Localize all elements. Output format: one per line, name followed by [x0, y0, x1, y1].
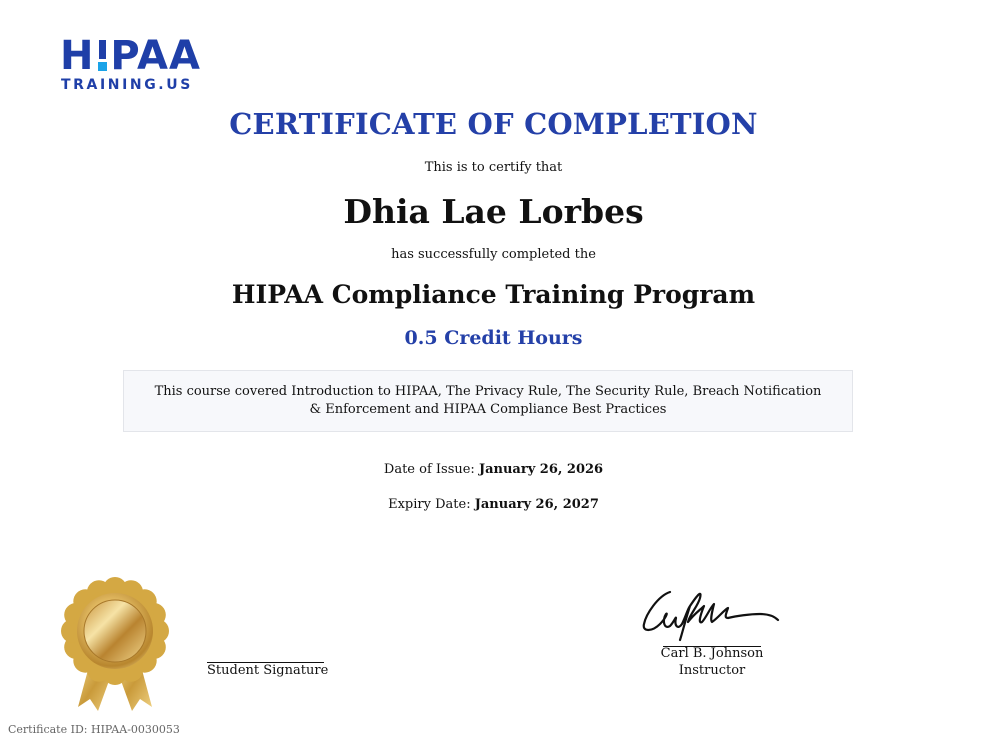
seal-inner-disc — [84, 600, 146, 662]
instructor-signature-graphic — [640, 584, 785, 644]
recipient-name: Dhia Lae Lorbes — [343, 192, 644, 231]
course-description: This course covered Introduction to HIPAA, The Privacy Rule, The Security Rule, Breach Notification & Enforcement and HIPAA Compliance Best Practices — [154, 384, 822, 417]
certify-text: This is to certify that — [424, 160, 563, 175]
logo-letter-h: H — [60, 33, 95, 79]
logo-subtitle: TRAINING.US — [61, 77, 193, 93]
certificate-title: CERTIFICATE OF COMPLETION — [229, 107, 758, 141]
logo-wordmark — [60, 33, 201, 79]
expiry-label: Expiry Date: — [388, 497, 475, 512]
logo-dot — [98, 62, 107, 71]
logo-letter-i — [94, 36, 110, 76]
logo-i-stem — [99, 40, 106, 59]
instructor-name: Carl B. Johnson — [660, 646, 764, 661]
issue-label: Date of Issue: — [383, 462, 479, 477]
gold-award-seal-icon — [54, 575, 176, 715]
credit-hours: 0.5 Credit Hours — [404, 327, 583, 349]
issue-date-line — [0, 461, 987, 479]
instructor-role: Instructor — [678, 663, 746, 678]
signature-stroke — [644, 592, 778, 640]
hipaa-training-logo — [60, 33, 220, 96]
expiry-date: January 26, 2027 — [474, 497, 599, 512]
program-name: HIPAA Compliance Training Program — [231, 280, 756, 309]
logo-letters-paa: PAA — [110, 33, 201, 79]
certificate-id: Certificate ID: HIPAA-0030053 — [8, 723, 180, 736]
student-signature-label: Student Signature — [207, 663, 329, 678]
expiry-date-line — [0, 496, 987, 514]
completed-text: has successfully completed the — [391, 247, 596, 262]
issue-date: January 26, 2026 — [478, 462, 604, 477]
course-description-box — [123, 370, 853, 432]
